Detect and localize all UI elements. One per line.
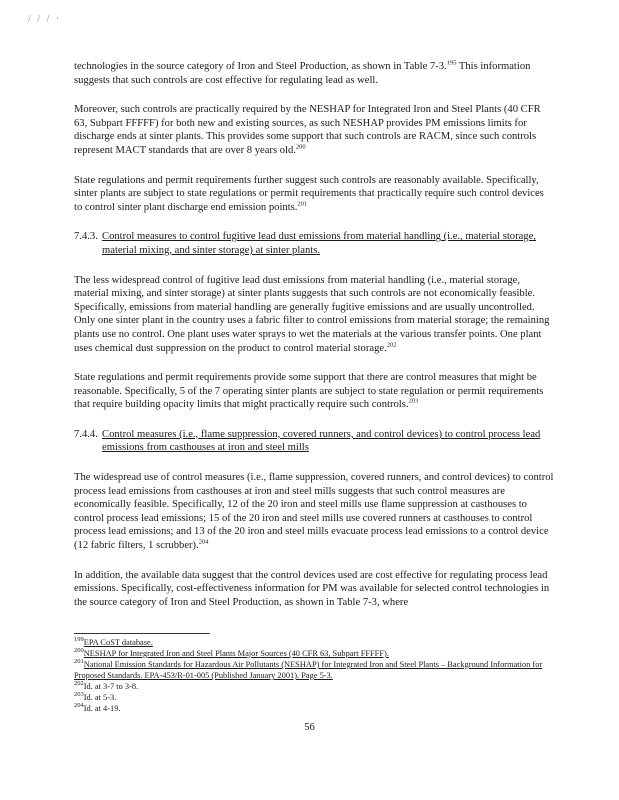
footnote-item: $^{200}$NESHAP for Integrated Iron and Steel Plants Major Sources (40 CFR 63, Subpart FFFFF). [74,647,389,658]
footnote-ref: 201 [297,200,308,208]
footnote-item: $^{201}$National Emission Standards for Hazardous Air Pollutants (NESHAP) for Integrated Iron and Steel Plants – Background Information for Proposed Standards. EPA-453/R-01-005 (Published January 2001). Page 5-3. [74,658,543,680]
section-number: 7.4.4. [74,428,98,440]
section-heading-7-4-4 [74,428,554,455]
footnote-divider [74,633,210,634]
paragraph-4: The less widespread control of fugitive lead dust emissions from material handling (i.e., material storage, material mixing, and sinter storage) at sinter plants suggests that such controls are not economically feasible. Specifically, emissions from material handling are generally fugitive emissions and are usually uncontrolled. Only one sinter plant in the country uses a fabric filter to control emissions from material storage; the remaining plants use no control. One plant uses water sprays to wet the materials at the various transfer points. One plant uses chemical dust suppression on the product to control material storage.$^{202}$ [74,274,550,354]
section-heading-7-4-3 [74,230,554,257]
paragraph-5: State regulations and permit requirements provide some support that there are control measures that might be reasonable. Specifically, 5 of the 7 operating sinter plants are subject to state regulation or permit requirements that require building opacity limits that might practically require such controls.$^{203}$ [74,372,544,411]
page-number: 56 [304,722,315,733]
paragraph-3: State regulations and permit requirements further suggest such controls are reasonably available. Specifically, sinter plants are subject to state regulations or permit requirements that practically require such control devices to control sinter plant discharge end emission points.$^{201}$ [74,174,544,213]
footnote-item: $^{202}$Id. at 3-7 to 3-8. [74,680,139,691]
footnotes [74,633,554,714]
section-number: 7.4.3. [74,231,98,243]
paragraph-2: Moreover, such controls are practically required by the NESHAP for Integrated Iron and Steel Plants (40 CFR 63, Subpart FFFFF) for both new and existing sources, as such NESHAP provides PM emissions limits for discharge ends at sinter plants. This provides some support that such controls are RACM, since such controls represent MACT standards that are over 8 years old.$^{200}$ [74,104,541,156]
section-title: Control measures to control fugitive lead dust emissions from material handling (i.e., material storage, material mixing, and sinter storage) at sinter plants. [102,231,536,256]
footnote-item: $^{199}$EPA CoST database. [74,636,153,647]
corner-mark: / / / · [28,14,62,25]
paragraph-1: technologies in the source category of Iron and Steel Production, as shown in Table 7-3.$^{195}$ This information suggests that such controls are cost effective for regulating lead as well. [74,59,531,86]
footnote-ref: 200 [295,143,306,151]
footnote-ref: 202 [386,340,397,348]
paragraph-7: In addition, the available data suggest that the control devices used are cost effective for regulating process lead emissions. Specifically, cost-effectiveness information for PM was available for selected control technologies in the source category of Iron and Steel Production, as shown in Table 7-3, where [74,569,550,608]
section-title: Control measures (i.e., flame suppression, covered runners, and control devices) to control process lead emissions from casthouses at iron and steel mills [102,428,541,454]
footnote-ref: 204 [198,538,209,546]
paragraph-6: The widespread use of control measures (i.e., flame suppression, covered runners, and control devices) to control process lead emissions from casthouses at iron and steel mills suggests that such control measures are economically feasible. Specifically, 12 of the 20 iron and steel mills use flame suppression at casthouses to control process lead emissions; 15 of the 20 iron and steel mills use covered runners at casthouses to control process lead emissions; and 13 of the 20 iron and steel mills evacuate process lead emissions to a control device (12 fabric filters, 1 scrubber).$^{204}$ [74,472,554,552]
footnote-item: $^{203}$Id. at 5-3. [74,691,117,702]
footnote-ref: 195 [446,59,457,67]
footnote-ref: 203 [408,397,419,405]
document-body [74,60,554,625]
footnote-item: $^{204}$Id. at 4-19. [74,702,121,713]
